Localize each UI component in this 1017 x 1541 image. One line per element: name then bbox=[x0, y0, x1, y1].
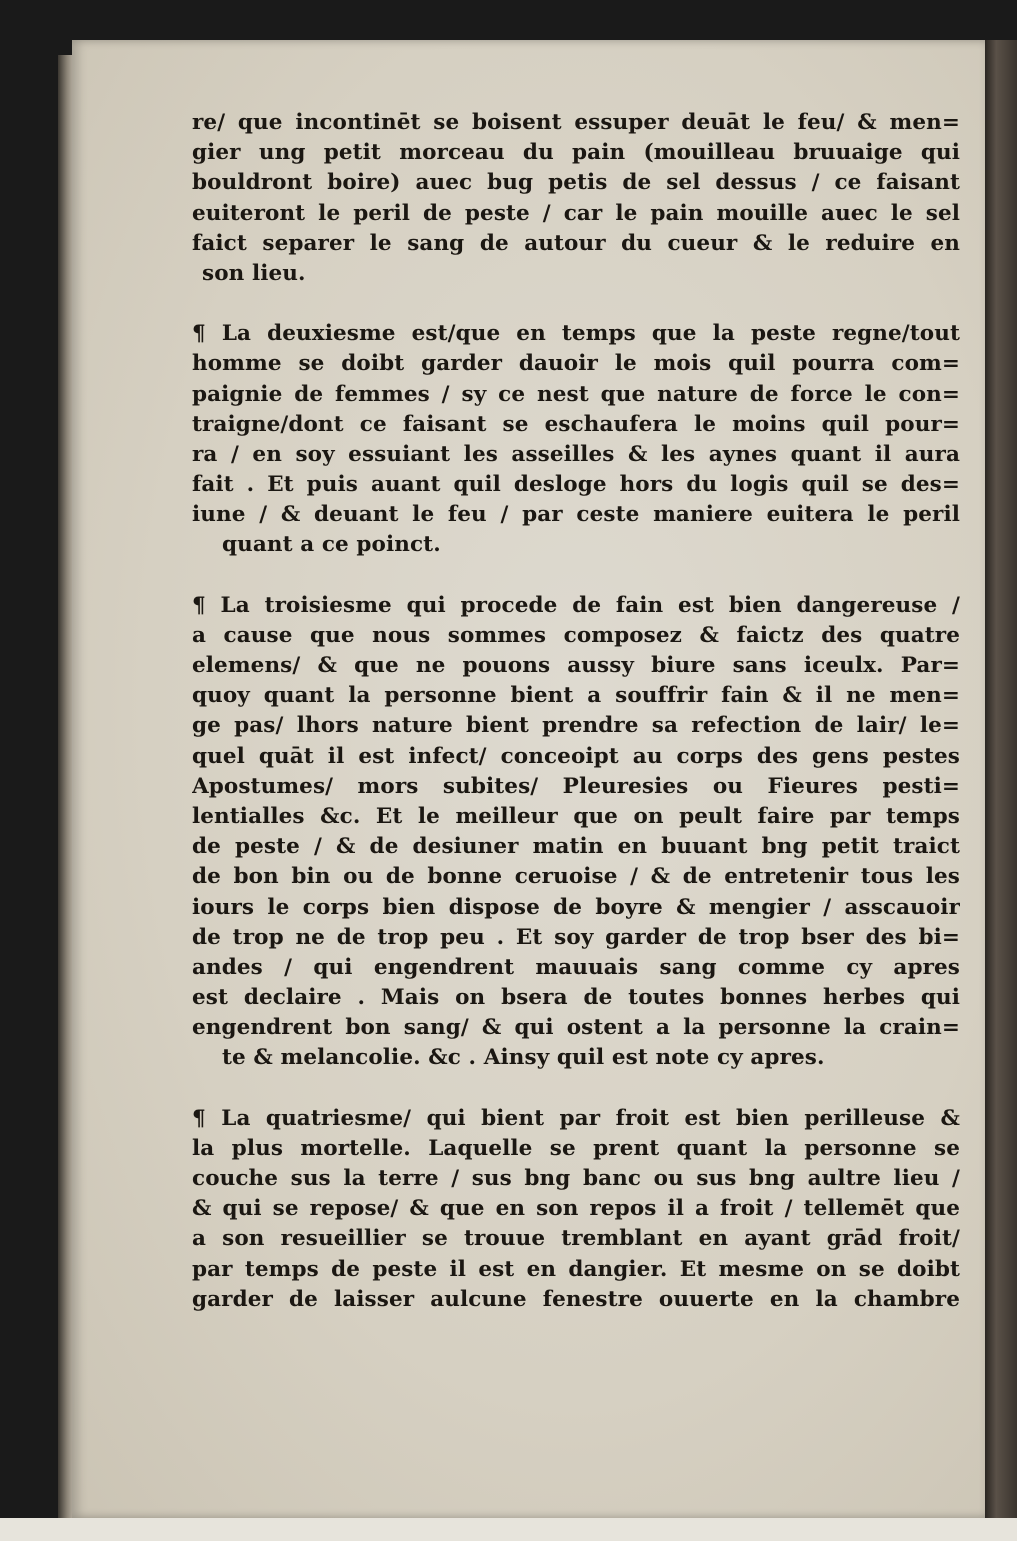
text-line: paignie de femmes / sy ce nest que nature de force le con= bbox=[192, 381, 960, 407]
text-line: lentialles &c. Et le meilleur que on peult faire par temps bbox=[192, 803, 960, 829]
text-line: ¶ La deuxiesme est/que en temps que la peste regne/tout bbox=[192, 321, 960, 347]
text-line: a cause que nous sommes composez & faictz des quatre bbox=[192, 622, 960, 648]
text-line: a son resueillier se trouue tremblant en ayant grād froit/ bbox=[192, 1226, 960, 1252]
text-line: traigne/dont ce faisant se eschaufera le moins quil pour= bbox=[192, 411, 960, 437]
text-line: engendrent bon sang/ & qui ostent a la personne la crain= bbox=[192, 1015, 960, 1041]
text-line: andes / qui engendrent mauuais sang comme cy apres bbox=[192, 954, 960, 980]
text-line: homme se doibt garder dauoir le mois quil pourra com= bbox=[192, 351, 960, 377]
text-line: ¶ La troisiesme qui procede de fain est bien dangereuse / bbox=[192, 592, 960, 618]
text-line: quel quāt il est infect/ conceoipt au corps des gens pestes bbox=[192, 743, 960, 769]
paragraph-1 bbox=[192, 108, 960, 289]
text-line: fait . Et puis auant quil desloge hors du logis quil se des= bbox=[192, 472, 960, 498]
text-line: de peste / & de desiuner matin en buuant bng petit traict bbox=[192, 834, 960, 860]
text-line: & qui se repose/ & que en son repos il a froit / tellemēt que bbox=[192, 1196, 960, 1222]
text-line: de trop ne de trop peu . Et soy garder de trop bser des bi= bbox=[192, 924, 960, 950]
text-line: faict separer le sang de autour du cueur & le reduire en bbox=[192, 230, 960, 256]
paragraph-2 bbox=[192, 319, 960, 561]
text-line: elemens/ & que ne pouons aussy biure sans iceulx. Par= bbox=[192, 653, 960, 678]
text-line: la plus mortelle. Laquelle se prent quant la personne se bbox=[192, 1135, 960, 1161]
paragraph-4 bbox=[192, 1104, 960, 1315]
text-line: de bon bin ou de bonne ceruoise / & de entretenir tous les bbox=[192, 864, 960, 890]
text-line: ra / en soy essuiant les asseilles & les aynes quant il aura bbox=[192, 441, 960, 467]
text-line: gier ung petit morceau du pain (mouilleau bruuaige qui bbox=[192, 140, 960, 166]
text-line: euiteront le peril de peste / car le pain mouille auec le sel bbox=[192, 200, 960, 226]
text-line: quoy quant la personne bient a souffrir fain & il ne men= bbox=[192, 683, 960, 709]
next-page-edge bbox=[985, 40, 1017, 1520]
text-line: couche sus la terre / sus bng banc ou sus bng aultre lieu / bbox=[192, 1166, 960, 1191]
text-line: son lieu. bbox=[202, 260, 306, 286]
text-line: te & melancolie. &c . Ainsy quil est note cy apres. bbox=[222, 1045, 825, 1071]
paragraph-3 bbox=[192, 591, 960, 1074]
text-line: garder de laisser aulcune fenestre ouuerte en la chambre bbox=[192, 1286, 960, 1312]
text-line: par temps de peste il est en dangier. Et mesme on se doibt bbox=[192, 1256, 960, 1282]
text-line: ¶ La quatriesme/ qui bient par froit est bien perilleuse & bbox=[192, 1105, 960, 1131]
text-line: est declaire . Mais on bsera de toutes bonnes herbes qui bbox=[192, 985, 960, 1011]
text-line: ge pas/ lhors nature bient prendre sa refection de lair/ le= bbox=[192, 713, 960, 739]
page-text bbox=[192, 108, 960, 1345]
text-line: quant a ce poinct. bbox=[222, 532, 441, 558]
text-line: Apostumes/ mors subites/ Pleuresies ou Fieures pesti= bbox=[192, 773, 960, 799]
text-line: bouldront boire) auec bug petis de sel dessus / ce faisant bbox=[192, 170, 960, 196]
text-line: iours le corps bien dispose de boyre & mengier / asscauoir bbox=[192, 894, 960, 920]
text-line: re/ que incontinēt se boisent essuper deuāt le feu/ & men= bbox=[192, 110, 960, 135]
scan-bottom-margin bbox=[0, 1518, 1017, 1541]
text-line: iune / & deuant le feu / par ceste maniere euitera le peril bbox=[192, 502, 960, 528]
